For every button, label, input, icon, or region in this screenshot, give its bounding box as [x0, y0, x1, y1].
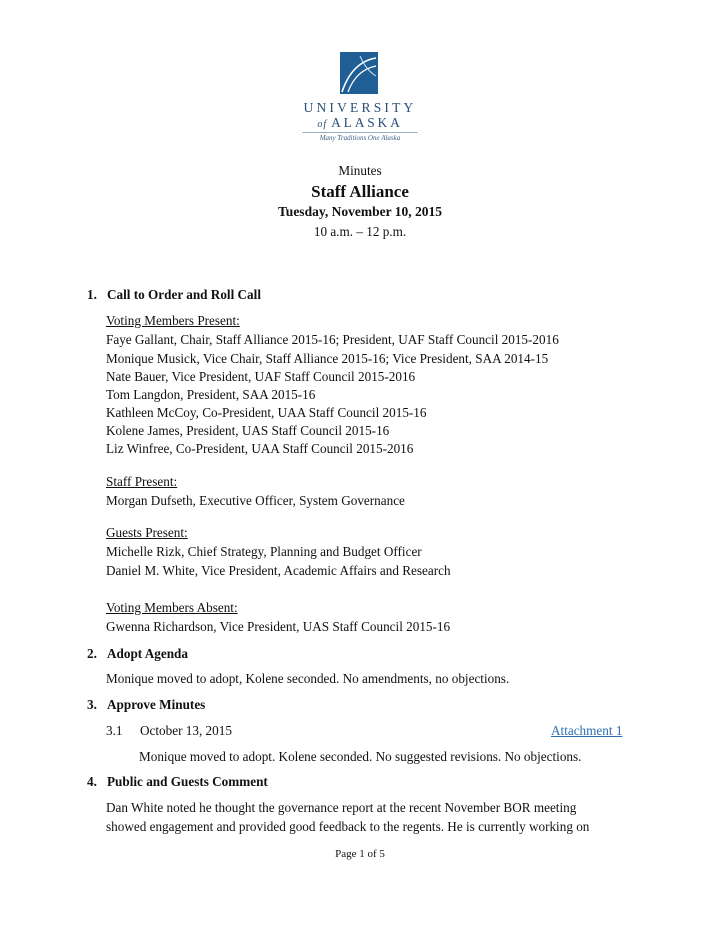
- meeting-time: 10 a.m. – 12 p.m.: [313, 224, 407, 239]
- guest-line: Michelle Rizk, Chief Strategy, Planning and Budget Officer: [106, 544, 422, 559]
- voting-absent-label: Voting Members Absent:: [106, 600, 238, 615]
- attendee-line: Tom Langdon, President, SAA 2015-16: [106, 387, 316, 402]
- page-title: Staff Alliance: [311, 182, 409, 201]
- attendee-line: Kathleen McCoy, Co-President, UAA Staff Council 2015-16: [106, 405, 427, 420]
- attendee-line: Liz Winfree, Co-President, UAA Staff Council 2015-2016: [106, 441, 414, 456]
- section-1-title: Call to Order and Roll Call: [107, 287, 261, 302]
- attachment-1-link[interactable]: Attachment 1: [551, 723, 623, 738]
- section-2-title: Adopt Agenda: [107, 646, 188, 661]
- section-4-text-line: showed engagement and provided good feedback to the regents. He is currently working on: [106, 819, 590, 834]
- meeting-date: Tuesday, November 10, 2015: [278, 204, 442, 219]
- logo-alaska-word: ALASKA: [331, 115, 403, 130]
- absent-line: Gwenna Richardson, Vice President, UAS Staff Council 2015-16: [106, 619, 451, 634]
- section-1-number: 1.: [87, 287, 97, 302]
- voting-present-label: Voting Members Present:: [106, 313, 240, 328]
- logo-divider: [302, 132, 418, 133]
- guests-present-label: Guests Present:: [106, 525, 188, 540]
- document-type: Minutes: [338, 163, 382, 178]
- minutes-item-date: October 13, 2015: [140, 723, 232, 738]
- attendee-line: Nate Bauer, Vice President, UAF Staff Council 2015-2016: [106, 369, 416, 384]
- section-4-text-line: Dan White noted he thought the governance report at the recent November BOR meeting: [106, 800, 577, 815]
- page-number: Page 1 of 5: [335, 848, 385, 860]
- staff-present-label: Staff Present:: [106, 474, 178, 489]
- staff-line: Morgan Dufseth, Executive Officer, System Governance: [106, 493, 405, 508]
- section-4-title: Public and Guests Comment: [107, 774, 268, 789]
- attendee-line: Kolene James, President, UAS Staff Council 2015-16: [106, 423, 390, 438]
- logo-tagline: Many Traditions One Alaska: [319, 134, 401, 142]
- section-3-title: Approve Minutes: [107, 697, 206, 712]
- logo-university-text: UNIVERSITY: [303, 100, 417, 115]
- attendee-line: Monique Musick, Vice Chair, Staff Alliance 2015-16; Vice President, SAA 2014-15: [106, 351, 549, 366]
- university-logo-mark: [340, 52, 378, 94]
- minutes-item-number: 3.1: [106, 723, 123, 738]
- section-2-text: Monique moved to adopt, Kolene seconded. No amendments, no objections.: [106, 671, 510, 686]
- logo-alaska-text: [300, 115, 420, 131]
- section-3-number: 3.: [87, 697, 97, 712]
- logo-of-text: of: [317, 119, 328, 130]
- attendee-line: Faye Gallant, Chair, Staff Alliance 2015-16; President, UAF Staff Council 2015-2016: [106, 332, 559, 347]
- section-3-text: Monique moved to adopt. Kolene seconded. No suggested revisions. No objections.: [139, 749, 582, 764]
- section-4-number: 4.: [87, 774, 97, 789]
- section-2-number: 2.: [87, 646, 97, 661]
- guest-line: Daniel M. White, Vice President, Academic Affairs and Research: [106, 563, 451, 578]
